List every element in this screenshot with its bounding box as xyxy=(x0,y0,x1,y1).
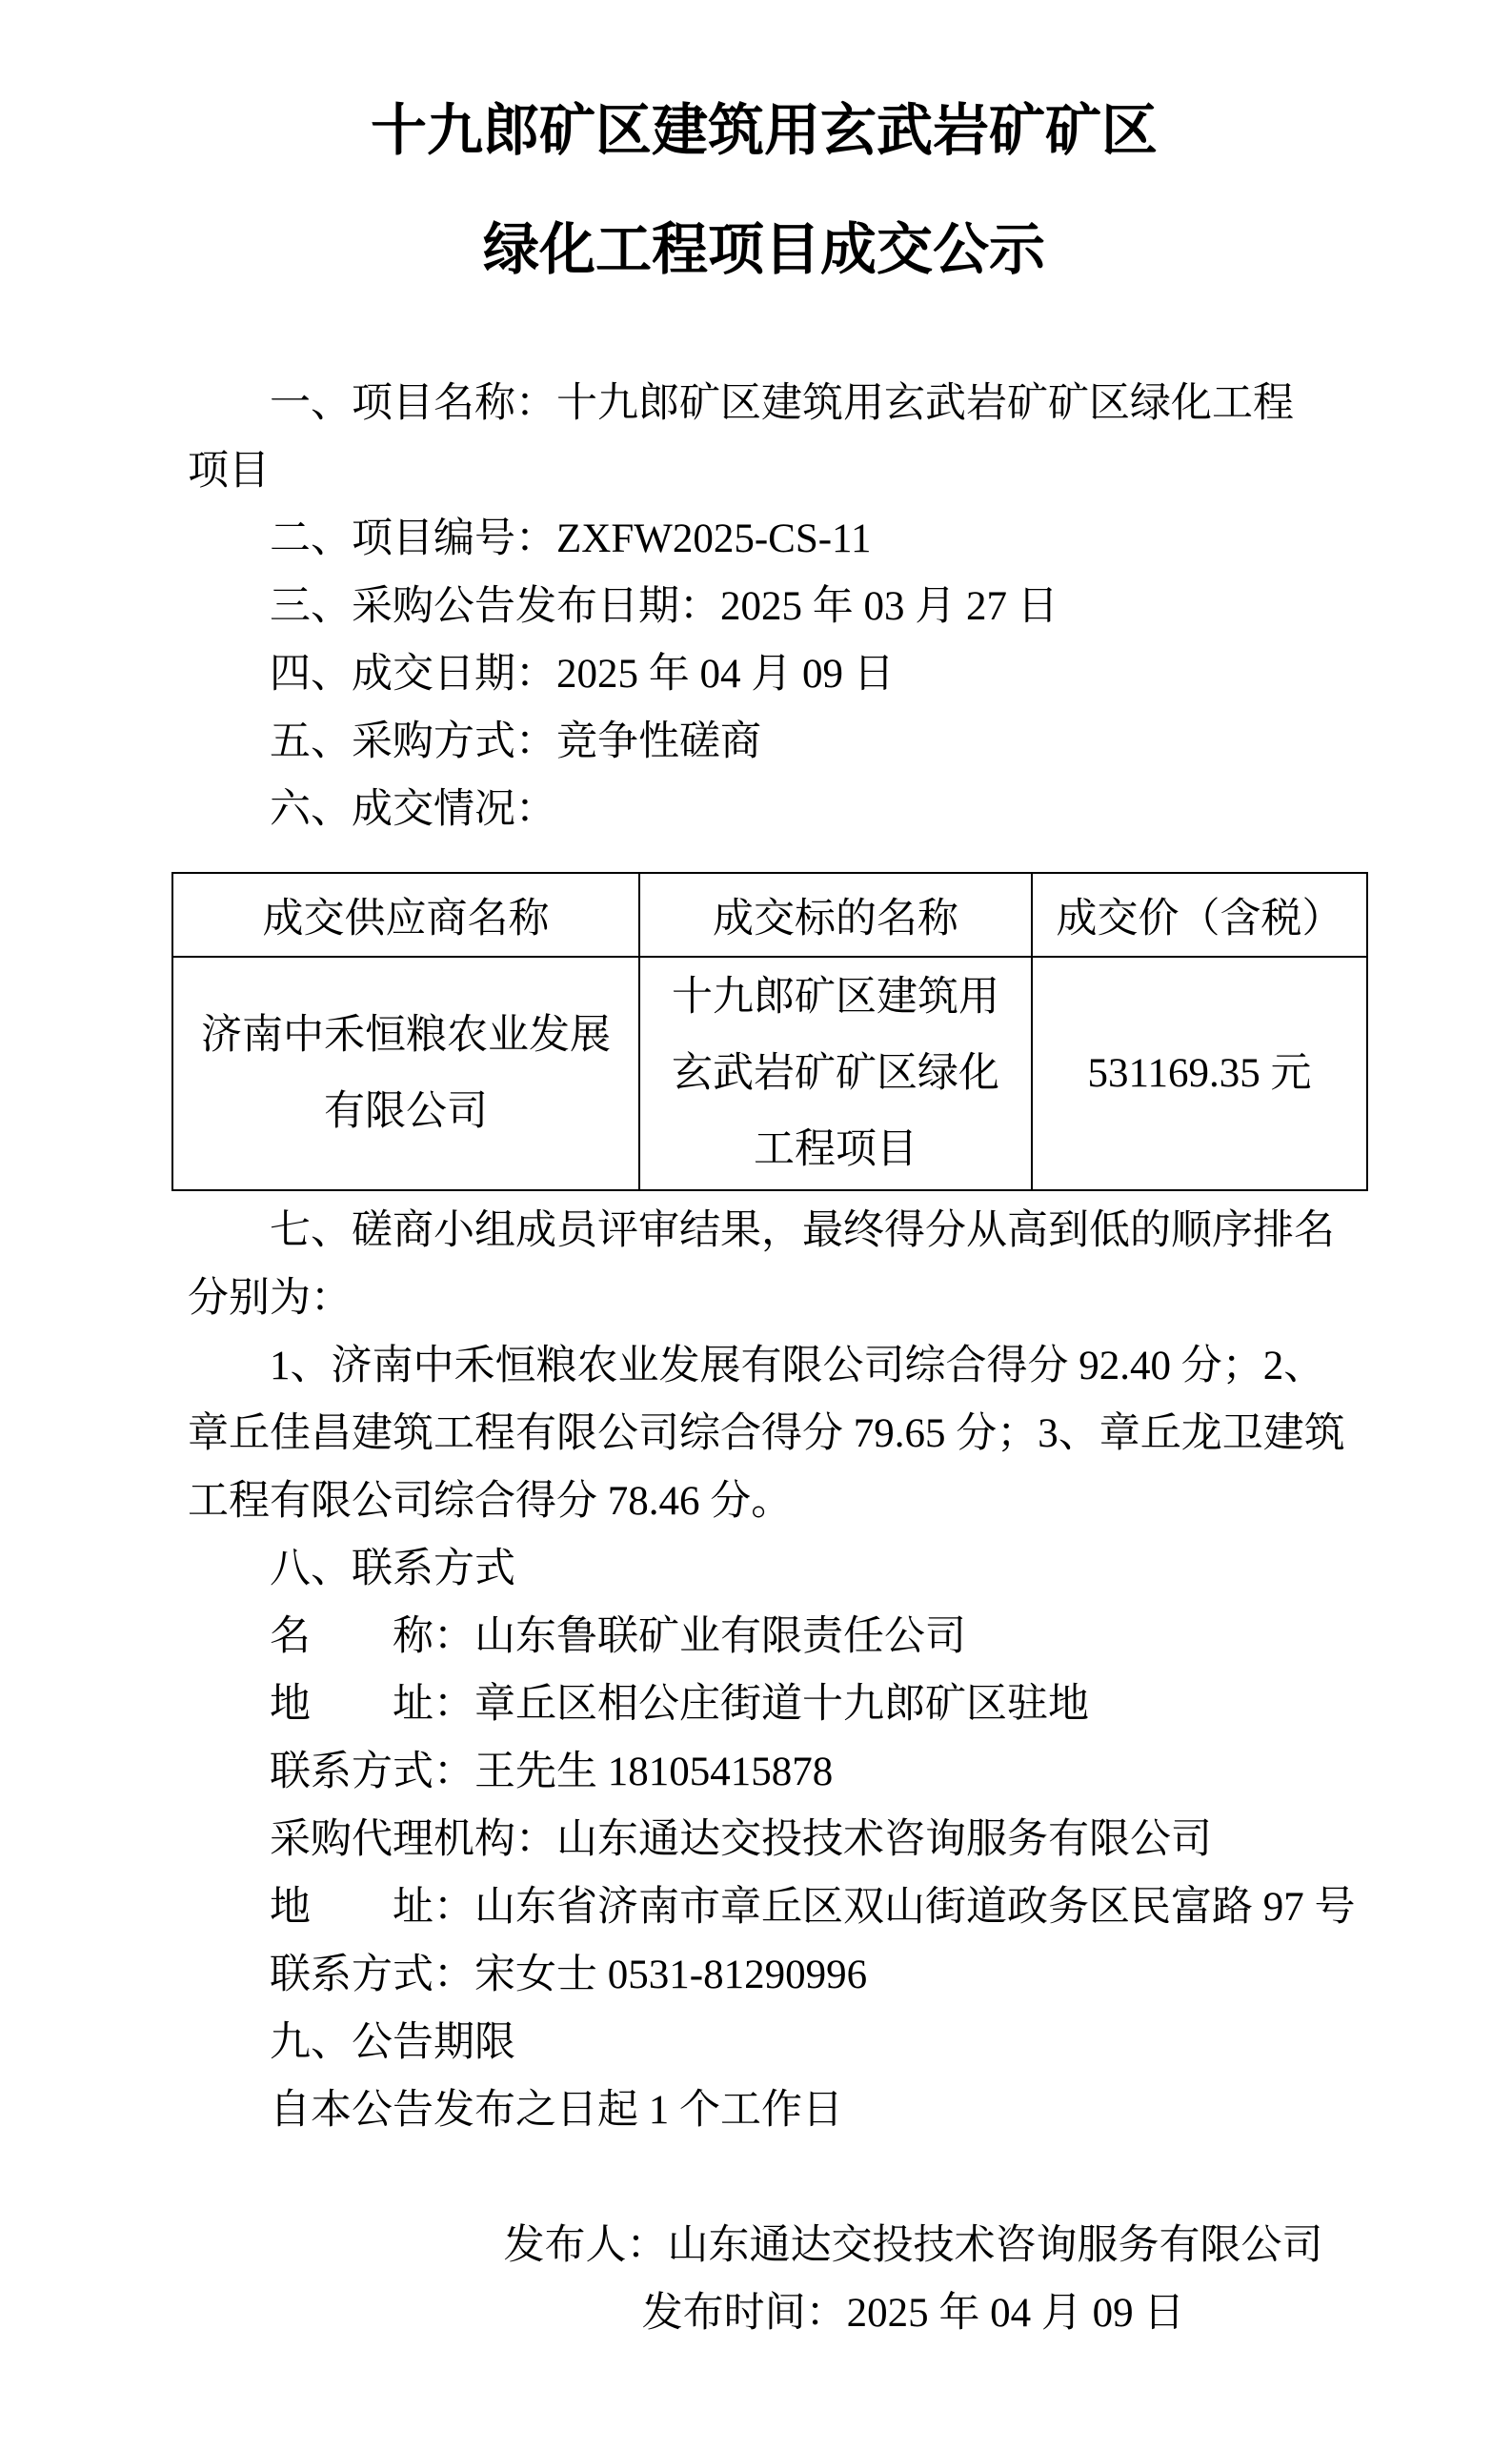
doc-title xyxy=(188,71,1341,310)
para-contact-heading: 八、联系方式 xyxy=(270,1547,515,1591)
para-agency-address: 地 址：山东省济南市章丘区双山街道政务区民富路 97 号 xyxy=(270,1885,1356,1930)
footer xyxy=(314,2212,1512,2347)
award-table xyxy=(171,872,1368,1191)
subject-line-2: 玄武岩矿矿区绿化 xyxy=(672,1050,999,1096)
footer-publish-date: 发布时间：2025 年 04 月 09 日 xyxy=(641,2291,1185,2336)
supplier-line-2: 有限公司 xyxy=(324,1088,488,1134)
para-project-name-line-1: 一、项目名称：十九郎矿区建筑用玄武岩矿矿区绿化工程 xyxy=(270,381,1294,426)
para-project-number: 二、项目编号：ZXFW2025-CS-11 xyxy=(270,516,872,561)
para-procurement-method: 五、采购方式：竞争性磋商 xyxy=(270,719,761,764)
para-ranking-line-1: 1、济南中禾恒粮农业发展有限公司综合得分 92.40 分；2、 xyxy=(270,1344,1325,1388)
para-award-date: 四、成交日期：2025 年 04 月 09 日 xyxy=(270,652,895,697)
table-cell-price xyxy=(1032,957,1367,1190)
para-announcement-date: 三、采购公告发布日期：2025 年 03 月 27 日 xyxy=(270,584,1058,629)
table-header-price: 成交价（含税） xyxy=(1032,873,1367,957)
para-agency-phone: 联系方式：宋女士 0531-81290996 xyxy=(270,1953,868,1997)
para-ranking-line-3: 工程有限公司综合得分 78.46 分。 xyxy=(188,1479,793,1524)
table-cell-supplier xyxy=(172,957,639,1190)
doc-title-line-2: 绿化工程项目成交公示 xyxy=(482,218,1045,281)
para-notice-period: 自本公告发布之日起 1 个工作日 xyxy=(270,2088,843,2133)
subject-line-3: 工程项目 xyxy=(754,1126,917,1172)
supplier-line-1: 济南中禾恒粮农业发展 xyxy=(201,1012,611,1058)
para-agency: 采购代理机构：山东通达交投技术咨询服务有限公司 xyxy=(270,1817,1212,1862)
subject-line-1: 十九郎矿区建筑用 xyxy=(672,974,999,1020)
para-ranking-line-2: 章丘佳昌建筑工程有限公司综合得分 79.65 分；3、章丘龙卫建筑 xyxy=(188,1411,1345,1456)
para-notice-period-heading: 九、公告期限 xyxy=(270,2020,515,2065)
table-cell-subject xyxy=(639,957,1032,1190)
doc-title-line-1: 十九郎矿区建筑用玄武岩矿矿区 xyxy=(370,99,1158,162)
award-table-data-row xyxy=(172,957,1367,1190)
para-contact-address: 地 址：章丘区相公庄街道十九郎矿区驻地 xyxy=(270,1682,1089,1727)
price-value: 531169.35 元 xyxy=(1087,1050,1312,1096)
para-review-result-line-1: 七、磋商小组成员评审结果，最终得分从高到低的顺序排名 xyxy=(270,1208,1335,1253)
footer-publisher: 发布人：山东通达交投技术咨询服务有限公司 xyxy=(503,2223,1323,2268)
table-header-subject: 成交标的名称 xyxy=(639,873,1032,957)
table-header-supplier: 成交供应商名称 xyxy=(172,873,639,957)
para-contact-phone: 联系方式：王先生 18105415878 xyxy=(270,1750,834,1794)
award-table-header-row xyxy=(172,873,1367,957)
para-project-name-line-2: 项目 xyxy=(188,449,270,494)
para-award-situation: 六、成交情况： xyxy=(270,787,556,832)
para-contact-name: 名 称：山东鲁联矿业有限责任公司 xyxy=(270,1614,966,1659)
para-review-result-line-2: 分别为： xyxy=(188,1276,352,1321)
